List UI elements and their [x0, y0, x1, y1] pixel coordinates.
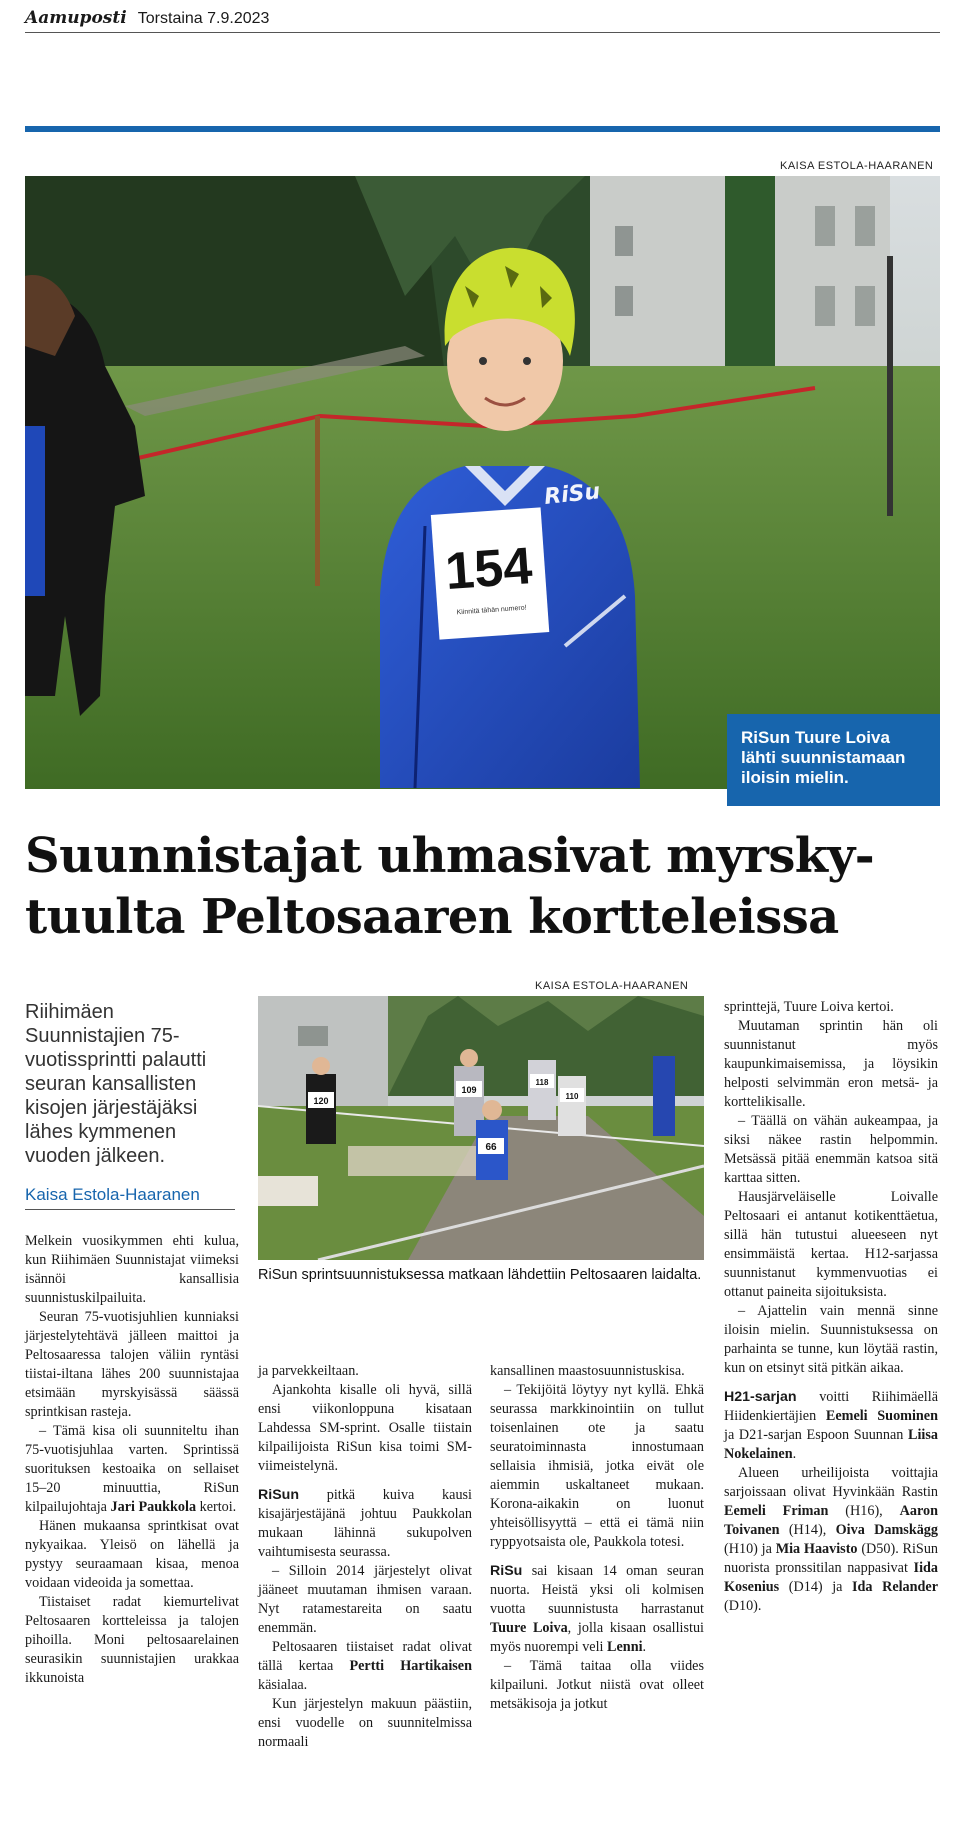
masthead	[25, 8, 940, 33]
paragraph: – Täällä on vähän aukeampaa, ja siksi näkee rastin helpommin. Metsässä pitää enemmän katsoa sitä karttaa sitten.	[724, 1113, 938, 1186]
article-column-2	[258, 1362, 472, 1752]
paragraph: RiSun pitkä kuiva kausi kisajärjestäjänä johtuu Paukkolan mukaan lähinnä sukupolven vaihtumisesta seurassa.	[258, 1487, 473, 1560]
paragraph: Ajankohta kisalle oli hyvä, sillä ensi viikonloppuna kisataan Lahdessa SM-sprint. Osalle tiistain kilpailijoista RiSun kisa toimi SM-viimeistelynä.	[258, 1382, 472, 1474]
headline: Suunnistajat uhmasivat myrsky-tuulta Peltosaaren kortteleissa	[25, 828, 875, 945]
paragraph: Melkein vuosikymmen ehti kulua, kun Riihimäen Suunnistajat viimeksi isännöi kansallisia suunnistuskilpailuita.	[25, 1233, 239, 1306]
paragraph: – Ajattelin vain mennä sinne iloisin mielin. Suunnistuksessa on parhainta se tunne, kun löytää rastin, kun on etsinyt sitä pitkän aikaa.	[724, 1303, 938, 1376]
paragraph: Peltosaaren tiistaiset radat olivat tällä kertaa Pertti Hartikaisen käsialaa.	[258, 1639, 472, 1693]
jacket-text: RiSu	[543, 479, 602, 510]
main-photo	[25, 176, 940, 789]
paragraph: Alueen urheilijoista voittajia sarjoissaan olivat Hyvinkään Rastin Eemeli Friman (H16), Aaron Toivanen (H14), Oiva Damskägg (H10) ja Mia Haavisto (D50). RiSun nuorista pronssitilan nappasivat Iida Kosenius (D14) ja Ida Relander (D10).	[724, 1465, 939, 1614]
paragraph: Seuran 75-vuotisjuhlien kunniaksi järjestelytehtävä jälleen maittoi ja Peltosaaressa talojen väliin ryntäsi tiistai-iltana lähes 200 suunnistajaa etsimään myrskyisässä säässä sprintkisan rasteja.	[25, 1309, 239, 1420]
section-rule	[25, 126, 940, 132]
bib-110: 110	[565, 1092, 579, 1101]
second-photo	[258, 996, 704, 1260]
main-photo-caption: RiSun Tuure Loiva lähti suunnistamaan iloisin mielin.	[727, 714, 940, 806]
paper-name: Aamuposti	[25, 8, 127, 28]
byline: Kaisa Estola-Haaranen	[25, 1185, 235, 1210]
paragraph: – Silloin 2014 järjestelyt olivat jääneet muutaman ihmisen varaan. Nyt ratamestareita on saatu enemmän.	[258, 1563, 472, 1636]
paragraph: Tiistaiset radat kiemurtelivat Peltosaaren kortteleissa ja talojen pihoilla. Moni peltosaarelainen seurasikin suunnistajien urakkaa ikkunoista	[25, 1594, 239, 1686]
paragraph: Muutaman sprintin hän oli suunnistanut myös kaupunkimaisemissa, ja löysikin helposti selvimmän eron metsä- ja korttelikisalle.	[724, 1018, 938, 1110]
paragraph: kansallinen maastosuunnistuskisa.	[490, 1363, 685, 1379]
paragraph: – Tämä taitaa olla viides kilpailuni. Jotkut niistä ovat olleet metsäkisoja ja jotkut	[490, 1658, 704, 1712]
article-column-1	[25, 1232, 239, 1688]
paragraph: Kun järjestelyn makuun päästiin, ensi vuodelle on suunnitelmissa normaali	[258, 1696, 472, 1750]
bib-109: 109	[461, 1085, 477, 1095]
bib-118: 118	[535, 1078, 549, 1087]
second-photo-credit: KAISA ESTOLA-HAARANEN	[535, 980, 689, 992]
article-column-3	[490, 1362, 704, 1714]
bib-number: 154	[443, 537, 535, 602]
article-column-4	[724, 998, 938, 1616]
second-photo-caption: RiSun sprintsuunnistuksessa matkaan lähdettiin Peltosaaren laidalta.	[258, 1267, 702, 1283]
paragraph: ja parvekkeiltaan.	[258, 1363, 359, 1379]
paragraph: sprinttejä, Tuure Loiva kertoi.	[724, 999, 894, 1015]
issue-date: Torstaina 7.9.2023	[137, 10, 270, 27]
paragraph: – Tekijöitä löytyy nyt kyllä. Ehkä seurassa markkinointiin on tullut toisenlainen ote ja saatu seuratoiminnasta innostumaan sellaisia ihmisiä, jotka eivät ole aiemmin uskaltaneet mukaan. Korona-aikakin on luonut yhteisöllisyyttä – että ei tämä niin ryppyotsaista ole, Paukkola totesi.	[490, 1382, 704, 1550]
bib-120: 120	[313, 1096, 329, 1106]
bib-66: 66	[485, 1142, 497, 1153]
bib-small-text: Kiinnitä tähän numero!	[456, 604, 527, 617]
paragraph: Hänen mukaansa sprintkisat ovat nykyaikaa. Yleisö on lähellä ja pystyy seuraamaan kisaa, menoa voidaan videoida ja somettaa.	[25, 1518, 239, 1591]
paragraph: – Tämä kisa oli suunniteltu ihan 75-vuotisjuhlaa varten. Sprintissä suorituksen kestoaika on sellaiset 15–20 minuuttia, RiSun kilpailujohtaja Jari Paukkola kertoi.	[25, 1423, 239, 1515]
paragraph: Hausjärveläiselle Loivalle Peltosaari ei antanut kotikenttäetua, sillä hän tutustui alueeseen nyt ensimmäistä kertaa. H12-sarjassa suunnistanut kymmenvuotias ei ottanut paineita sijoituksista.	[724, 1189, 938, 1300]
paragraph: RiSu sai kisaan 14 oman seuran nuorta. Heistä yksi oli kolmisen vuotta suunnistusta harrastanut Tuure Loiva, jolla kisaan osallistui myös nuorempi veli Lenni.	[490, 1563, 705, 1655]
paragraph: H21-sarjan voitti Riihimäellä Hiidenkiertäjien Eemeli Suominen ja D21-sarjan Espoon Suunnan Liisa Nokelainen.	[724, 1389, 938, 1462]
lead-paragraph: Riihimäen Suunnistajien 75-vuotissprintti palautti seuran kansallisten kisojen järjestäjäksi lähes kymmenen vuoden jälkeen.	[25, 1001, 207, 1167]
photo-credit: KAISA ESTOLA-HAARANEN	[780, 160, 934, 172]
